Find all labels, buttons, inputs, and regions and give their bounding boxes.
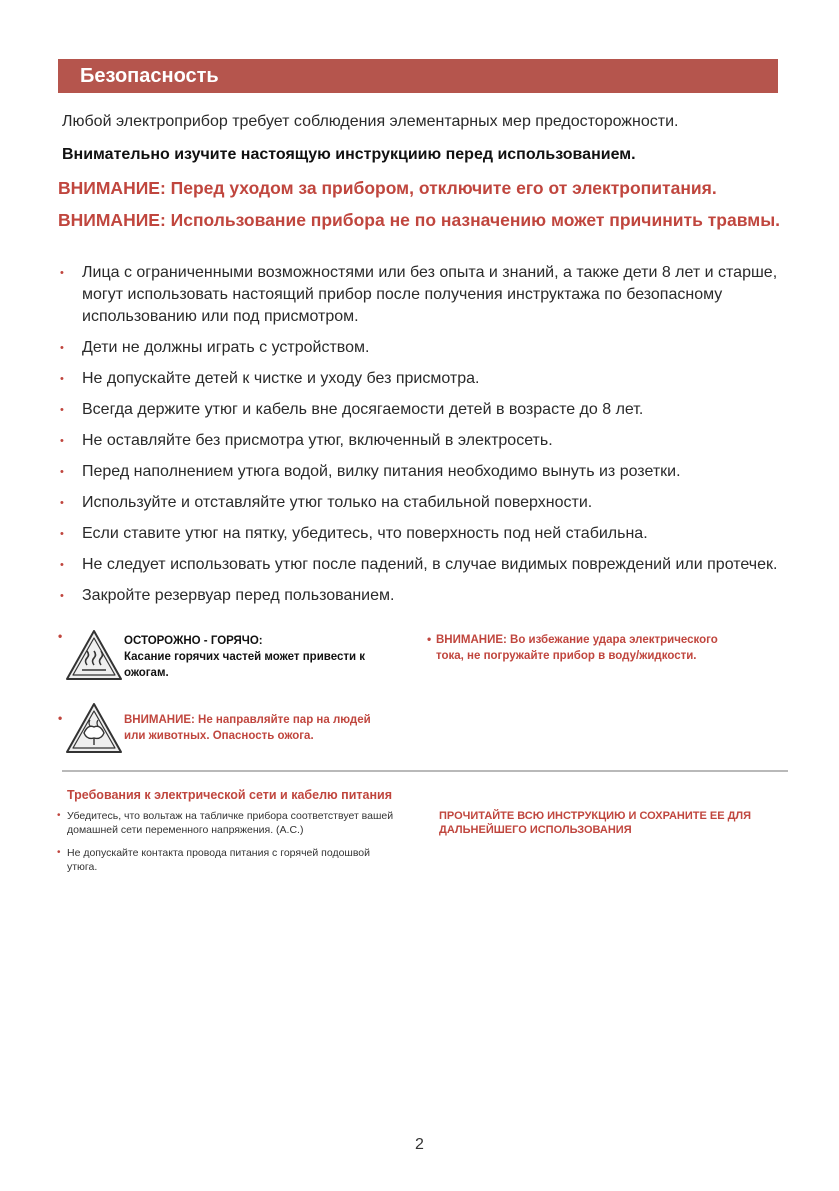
read-all-notice: ПРОЧИТАЙТЕ ВСЮ ИНСТРУКЦИЮ И СОХРАНИТЕ ЕЕ ДЛЯ ДАЛЬНЕЙШЕГО ИСПОЛЬЗОВАНИЯ xyxy=(439,810,752,836)
bullet-icon: • xyxy=(60,559,64,571)
section-divider xyxy=(62,770,788,772)
bullet-icon: • xyxy=(60,497,64,509)
caution-steam xyxy=(58,702,388,756)
caution-electric-text: ВНИМАНИЕ: Во избежание удара электрического тока, не погружайте прибор в воду/жидкости. xyxy=(436,634,718,662)
list-item: • Всегда держите утюг и кабель вне досягаемости детей в возрасте до 8 лет. xyxy=(58,399,780,421)
warning-unplug: ВНИМАНИЕ: Перед уходом за прибором, отключите его от электропитания. xyxy=(58,178,717,198)
caution-hot-text: Касание горячих частей может привести к ожогам. xyxy=(124,651,365,679)
hot-surface-warning-icon xyxy=(65,629,123,681)
list-item: • Убедитесь, что вольтаж на табличке прибора соответствует вашей домашней сети переменного напряжения. (A.C.) xyxy=(57,810,394,836)
list-item: • Если ставите утюг на пятку, убедитесь, что поверхность под ней стабильна. xyxy=(58,523,780,545)
warning-misuse: ВНИМАНИЕ: Использование прибора не по назначению может причинить травмы. xyxy=(58,210,781,230)
bullet-icon: • xyxy=(60,435,64,447)
list-item: • Дети не должны играть с устройством. xyxy=(58,337,780,359)
caution-electric xyxy=(427,632,747,668)
list-item: • Не оставляйте без присмотра утюг, включенный в электросеть. xyxy=(58,430,780,452)
bullet-icon: • xyxy=(58,629,63,643)
steam-warning-icon xyxy=(65,702,123,754)
bullet-icon: • xyxy=(60,342,64,354)
list-item: • Не следует использовать утюг после падений, в случае видимых повреждений или протечек. xyxy=(58,554,780,576)
bullet-icon: • xyxy=(60,466,64,478)
page-number: 2 xyxy=(415,1136,424,1153)
caution-hot-title: ОСТОРОЖНО - ГОРЯЧО: xyxy=(124,635,263,647)
list-item: • Перед наполнением утюга водой, вилку питания необходимо вынуть из розетки. xyxy=(58,461,780,483)
intro-instruction: Внимательно изучите настоящую инструкциию перед использованием. xyxy=(62,146,636,163)
bullet-icon: • xyxy=(58,711,63,725)
list-item: • Закройте резервуар перед пользованием. xyxy=(58,585,780,607)
electrical-heading: Требования к электрической сети и кабелю питания xyxy=(67,788,393,802)
bullet-icon: • xyxy=(60,404,64,416)
electrical-list xyxy=(57,809,397,883)
bullet-icon: • xyxy=(60,528,64,540)
bullet-icon: • xyxy=(57,847,61,858)
list-item: • Лица с ограниченными возможностями или без опыта и знаний, а также дети 8 лет и старше, могут использовать настоящий прибор после получения инструктажа по безопасному использованию или под присмотром. xyxy=(60,264,778,325)
safety-list xyxy=(58,262,780,616)
bullet-icon: • xyxy=(60,590,64,602)
caution-steam-text: ВНИМАНИЕ: Не направляйте пар на людей или животных. Опасность ожога. xyxy=(124,714,371,742)
bullet-icon: • xyxy=(60,373,64,385)
list-item: • Используйте и отставляйте утюг только на стабильной поверхности. xyxy=(58,492,780,514)
bullet-icon: • xyxy=(57,810,61,821)
caution-hot xyxy=(58,627,388,693)
list-item: • Не допускайте контакта провода питания с горячей подошвой утюга. xyxy=(57,847,371,873)
bullet-icon: • xyxy=(427,632,432,646)
intro-text: Любой электроприбор требует соблюдения элементарных мер предосторожности. xyxy=(62,113,679,130)
bullet-icon: • xyxy=(60,267,64,279)
list-item: • Не допускайте детей к чистке и уходу без присмотра. xyxy=(58,368,780,390)
section-header: Безопасность xyxy=(58,59,778,93)
